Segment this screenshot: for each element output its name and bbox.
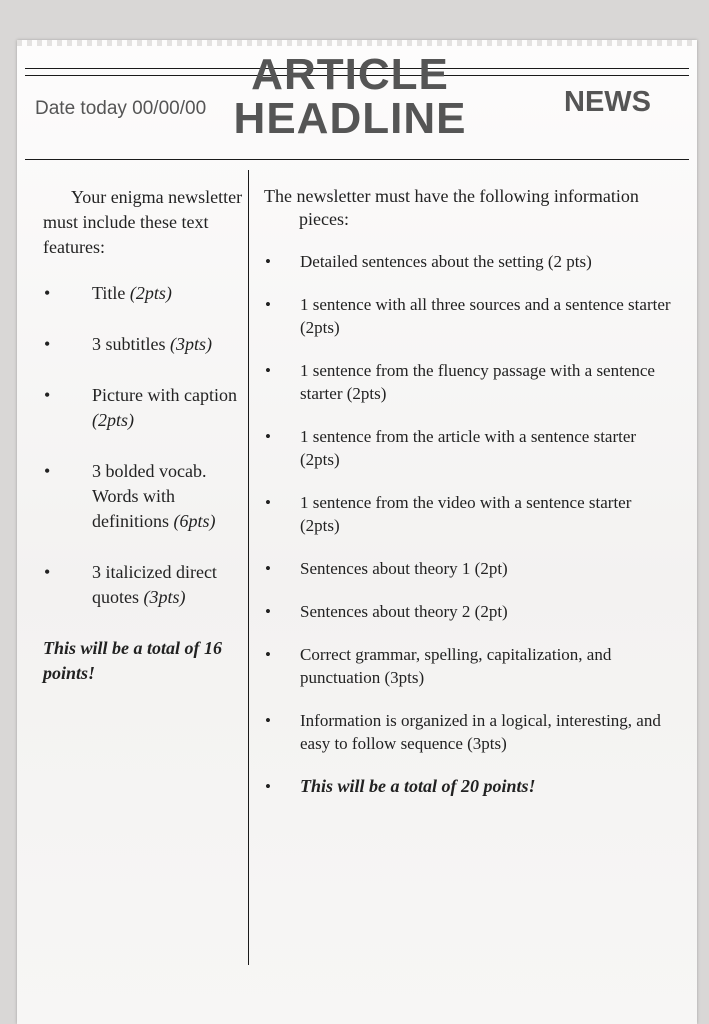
- requirement-item: [264, 491, 674, 537]
- bullet: •: [265, 361, 271, 380]
- news-label: NEWS: [564, 86, 651, 118]
- text-features-intro: Your enigma newsletter must include these text features:: [43, 187, 243, 257]
- requirement-text: 1 sentence from the article with a sentence starter (2pts): [300, 427, 637, 469]
- feature-text: 3 subtitles (3pts): [92, 334, 213, 354]
- bullet: •: [265, 645, 271, 664]
- feature-item: [43, 560, 243, 610]
- requirement-text: 1 sentence with all three sources and a sentence starter (2pts): [300, 295, 671, 337]
- requirement-text: Correct grammar, spelling, capitalization, and punctuation (3pts): [300, 645, 612, 687]
- requirement-text: Detailed sentences about the setting (2 pts): [300, 252, 592, 271]
- feature-points: (3pts): [170, 334, 213, 354]
- date-text: Date today 00/00/00: [35, 98, 207, 119]
- requirement-item: [264, 250, 674, 273]
- text-features-column: [43, 185, 243, 686]
- requirement-text: Sentences about theory 2 (2pt): [300, 602, 508, 621]
- requirement-item: [264, 643, 674, 689]
- feature-item: [43, 383, 243, 433]
- bullet: •: [265, 252, 271, 271]
- feature-points: (2pts): [129, 283, 172, 303]
- article-headline: ARTICLE HEADLINE: [233, 50, 467, 143]
- bullet: •: [265, 493, 271, 512]
- requirement-item: [264, 359, 674, 405]
- feature-points: (2pts): [92, 410, 134, 430]
- requirement-text: 1 sentence from the video with a sentence starter (2pts): [300, 493, 632, 535]
- bullet: •: [44, 385, 51, 405]
- requirement-item: [264, 600, 674, 623]
- requirement-text: 1 sentence from the fluency passage with a sentence starter (2pts): [300, 361, 655, 403]
- newsletter-page: [17, 40, 697, 1024]
- bullet: •: [265, 711, 271, 730]
- feature-text: 3 italicized direct quotes (3pts): [92, 562, 217, 607]
- bullet: •: [265, 295, 271, 314]
- requirement-item: [264, 709, 674, 755]
- feature-item: [43, 459, 243, 534]
- bullet: •: [44, 461, 51, 481]
- bullet: •: [265, 777, 271, 796]
- column-divider: [248, 170, 249, 965]
- feature-text: Picture with caption (2pts): [92, 385, 237, 430]
- bullet: •: [265, 559, 271, 578]
- requirement-item: [264, 293, 674, 339]
- requirement-item: [264, 425, 674, 471]
- requirement-text: Information is organized in a logical, interesting, and easy to follow sequence (3pts): [300, 711, 661, 753]
- text-features-total: This will be a total of 16 points!: [43, 638, 223, 683]
- feature-text: Title (2pts): [92, 283, 172, 303]
- bullet: •: [44, 334, 51, 354]
- feature-item: [43, 281, 243, 306]
- bullet: •: [44, 562, 51, 582]
- bullet: •: [44, 283, 51, 303]
- bullet: •: [265, 427, 271, 446]
- feature-points: (3pts): [143, 587, 186, 607]
- requirement-total-item: [264, 775, 674, 798]
- feature-item: [43, 332, 243, 357]
- information-pieces-total: This will be a total of 20 points!: [300, 776, 536, 796]
- feature-points: (6pts): [173, 511, 216, 531]
- feature-text: 3 bolded vocab. Words with definitions (6pts): [92, 461, 216, 531]
- bullet: •: [265, 602, 271, 621]
- masthead-bottom-rule: [25, 159, 689, 160]
- requirement-text: Sentences about theory 1 (2pt): [300, 559, 508, 578]
- information-pieces-column: [264, 185, 674, 818]
- requirement-item: [264, 557, 674, 580]
- information-pieces-intro: The newsletter must have the following information pieces:: [264, 186, 639, 229]
